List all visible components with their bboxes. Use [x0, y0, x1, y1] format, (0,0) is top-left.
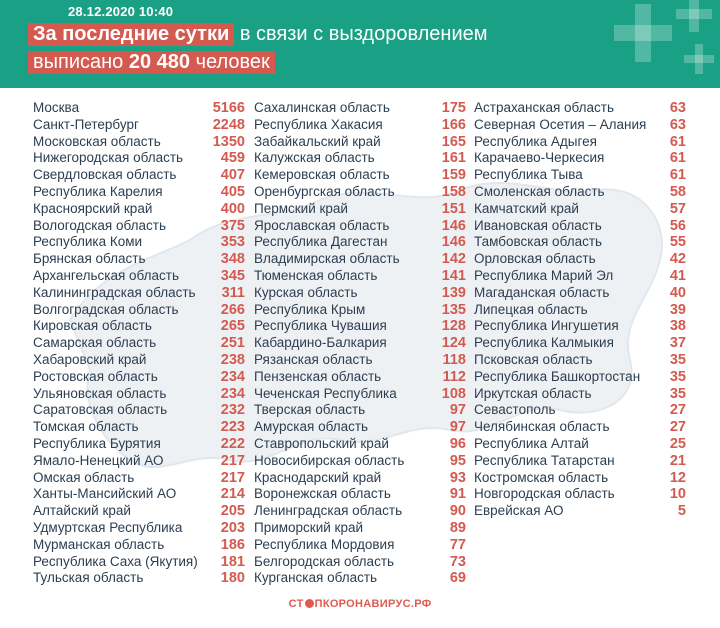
region-name: Нижегородская область — [33, 150, 184, 166]
recovered-count: 112 — [442, 368, 466, 385]
region-name: Рязанская область — [254, 351, 373, 367]
recovered-count: 405 — [220, 183, 245, 200]
region-row — [33, 251, 245, 268]
headline-rest: в связи с выздоровлением — [234, 23, 488, 45]
recovered-count: 234 — [220, 385, 245, 402]
region-row — [33, 537, 245, 554]
recovered-count: 128 — [441, 318, 466, 335]
region-name: Астраханская область — [474, 100, 615, 115]
region-name: Чеченская Республика — [254, 385, 397, 401]
recovered-count: 407 — [220, 167, 245, 184]
region-name: Камчатский край — [474, 200, 579, 216]
region-name: Вологодская область — [33, 217, 166, 233]
recovered-count: 27 — [669, 402, 686, 419]
region-row — [33, 352, 245, 369]
recovered-count: 69 — [449, 570, 466, 587]
region-name: Пермский край — [254, 200, 348, 216]
region-row — [33, 369, 245, 386]
recovered-count: 42 — [669, 251, 686, 268]
region-row — [254, 503, 466, 520]
region-row — [33, 486, 245, 503]
region-row — [474, 335, 686, 352]
region-column-1 — [33, 100, 245, 587]
recovered-count: 93 — [449, 469, 466, 486]
region-name: Республика Татарстан — [474, 452, 615, 468]
recovered-count: 89 — [449, 519, 466, 536]
recovered-count: 166 — [441, 116, 466, 133]
region-row — [33, 402, 245, 419]
date-stamp: 28.12.2020 10:40 — [68, 4, 174, 19]
region-row — [33, 436, 245, 453]
region-row — [474, 386, 686, 403]
recovered-count: 135 — [441, 301, 466, 318]
recovered-count: 56 — [669, 217, 686, 234]
region-row — [474, 134, 686, 151]
region-name: Кемеровская область — [254, 167, 390, 183]
region-name: Брянская область — [33, 251, 146, 267]
recovered-count: 1350 — [212, 133, 245, 150]
region-row — [254, 302, 466, 319]
headline — [28, 22, 488, 46]
region-row — [254, 470, 466, 487]
region-name: Алтайский край — [33, 503, 131, 519]
region-name: Кабардино-Балкария — [254, 335, 387, 351]
region-row — [33, 184, 245, 201]
site-logo[interactable] — [0, 598, 720, 610]
logo-part-1: СТ — [288, 598, 304, 610]
region-name: Курская область — [254, 284, 358, 300]
region-name: Тамбовская область — [474, 234, 603, 250]
region-row — [254, 486, 466, 503]
region-row — [474, 402, 686, 419]
recovered-count: 459 — [220, 150, 245, 167]
recovered-count: 61 — [669, 133, 686, 150]
region-name: Орловская область — [474, 251, 596, 267]
region-name: Белгородская область — [254, 553, 395, 569]
region-row — [254, 352, 466, 369]
recovered-count: 40 — [669, 284, 686, 301]
region-row — [474, 369, 686, 386]
region-name: Омская область — [33, 469, 135, 485]
region-name: Севастополь — [474, 402, 556, 418]
region-name: Саратовская область — [33, 402, 168, 418]
recovered-count: 175 — [441, 100, 466, 116]
region-row — [254, 570, 466, 587]
region-row — [254, 436, 466, 453]
region-row — [254, 419, 466, 436]
region-name: Свердловская область — [33, 167, 177, 183]
region-name: Удмуртская Республика — [33, 519, 183, 535]
recovered-count: 203 — [220, 519, 245, 536]
recovered-count: 158 — [441, 183, 466, 200]
region-row — [33, 386, 245, 403]
recovered-count: 12 — [669, 469, 686, 486]
recovered-count: 205 — [220, 503, 245, 520]
region-name: Ставропольский край — [254, 435, 389, 451]
recovered-count: 91 — [449, 486, 466, 503]
recovered-count: 63 — [669, 116, 686, 133]
plus-icon — [676, 0, 712, 32]
recovered-count: 38 — [669, 318, 686, 335]
recovered-count: 223 — [220, 419, 245, 436]
recovered-count: 222 — [220, 435, 245, 452]
region-name: Архангельская область — [33, 267, 180, 283]
region-row — [254, 234, 466, 251]
recovered-count: 10 — [669, 486, 686, 503]
recovered-count: 25 — [669, 435, 686, 452]
recovered-count: 41 — [669, 267, 686, 284]
recovered-count: 161 — [441, 150, 466, 167]
recovered-count: 232 — [220, 402, 245, 419]
region-name: Ульяновская область — [33, 385, 167, 401]
region-name: Челябинская область — [474, 419, 610, 435]
recovered-count: 400 — [220, 200, 245, 217]
region-row — [474, 419, 686, 436]
recovered-count: 35 — [669, 368, 686, 385]
region-row — [33, 318, 245, 335]
recovered-count: 181 — [220, 553, 245, 570]
region-row — [33, 419, 245, 436]
region-row — [474, 234, 686, 251]
recovered-count: 77 — [449, 536, 466, 553]
region-row — [254, 335, 466, 352]
recovered-count: 234 — [220, 368, 245, 385]
region-name: Республика Саха (Якутия) — [33, 553, 198, 569]
region-row — [254, 554, 466, 571]
region-name: Владимирская область — [254, 251, 400, 267]
region-name: Новгородская область — [474, 486, 615, 502]
recovered-count: 97 — [449, 419, 466, 436]
region-row — [33, 470, 245, 487]
plus-icon — [614, 4, 672, 62]
region-row — [254, 453, 466, 470]
recovered-total: 20 480 — [128, 51, 191, 73]
recovered-count: 58 — [669, 183, 686, 200]
region-row — [474, 218, 686, 235]
recovered-count: 108 — [441, 385, 466, 402]
region-row — [33, 503, 245, 520]
recovered-count: 186 — [220, 536, 245, 553]
region-name: Республика Дагестан — [254, 234, 388, 250]
region-name: Республика Коми — [33, 234, 143, 250]
region-row — [474, 117, 686, 134]
region-row — [33, 218, 245, 235]
region-row — [474, 302, 686, 319]
recovered-count: 35 — [669, 385, 686, 402]
region-name: Ростовская область — [33, 368, 158, 384]
recovered-count: 159 — [441, 167, 466, 184]
region-row — [254, 369, 466, 386]
region-name: Карачаево-Черкесия — [474, 150, 605, 166]
region-row — [33, 520, 245, 537]
recovered-count: 180 — [220, 570, 245, 587]
region-row — [474, 100, 686, 117]
recovered-count: 151 — [441, 200, 466, 217]
region-name: Костромская область — [474, 469, 609, 485]
region-row — [254, 268, 466, 285]
region-name: Республика Марий Эл — [474, 267, 614, 283]
recovered-count: 217 — [220, 469, 245, 486]
recovered-count: 311 — [221, 284, 245, 301]
recovered-count: 61 — [669, 150, 686, 167]
region-name: Смоленская область — [474, 183, 605, 199]
region-name: Республика Алтай — [474, 435, 589, 451]
recovered-count: 265 — [220, 318, 245, 335]
plus-icon — [684, 44, 714, 74]
headline-highlight: За последние сутки — [28, 23, 234, 46]
region-row — [33, 167, 245, 184]
region-name: Республика Карелия — [33, 183, 163, 199]
recovered-count: 345 — [220, 267, 245, 284]
region-row — [254, 386, 466, 403]
region-row — [254, 318, 466, 335]
recovered-count: 39 — [669, 301, 686, 318]
recovered-count: 37 — [669, 335, 686, 352]
region-name: Краснодарский край — [254, 469, 382, 485]
region-name: Красноярский край — [33, 200, 153, 216]
region-name: Забайкальский край — [254, 133, 381, 149]
region-row — [33, 570, 245, 587]
region-row — [254, 520, 466, 537]
region-name: Кировская область — [33, 318, 152, 334]
region-row — [474, 184, 686, 201]
region-row — [33, 285, 245, 302]
region-row — [474, 150, 686, 167]
recovered-count: 61 — [669, 167, 686, 184]
region-column-3 — [474, 100, 686, 520]
region-row — [254, 167, 466, 184]
region-name: Хабаровский край — [33, 351, 147, 367]
region-name: Москва — [33, 100, 80, 115]
region-row — [254, 285, 466, 302]
logo-part-2: ПКОРОНАВИРУС.РФ — [314, 598, 432, 610]
region-name: Сахалинская область — [254, 100, 390, 115]
recovered-count: 27 — [669, 419, 686, 436]
recovered-count: 5 — [677, 503, 686, 520]
region-row — [33, 100, 245, 117]
recovered-count: 141 — [441, 267, 466, 284]
recovered-count: 348 — [220, 251, 245, 268]
region-name: Мурманская область — [33, 536, 165, 552]
region-row — [33, 150, 245, 167]
region-name: Тверская область — [254, 402, 366, 418]
recovered-count: 96 — [449, 435, 466, 452]
region-row — [33, 453, 245, 470]
region-name: Томская область — [33, 419, 139, 435]
region-row — [254, 134, 466, 151]
region-name: Липецкая область — [474, 301, 588, 317]
region-name: Республика Башкортостан — [474, 368, 641, 384]
region-name: Калужская область — [254, 150, 375, 166]
recovered-count: 5166 — [212, 100, 245, 116]
recovered-count: 90 — [449, 503, 466, 520]
region-row — [254, 150, 466, 167]
region-name: Республика Хакасия — [254, 116, 383, 132]
recovered-count: 238 — [220, 351, 245, 368]
region-row — [254, 100, 466, 117]
recovered-count: 353 — [220, 234, 245, 251]
region-name: Московская область — [33, 133, 161, 149]
region-name: Новосибирская область — [254, 452, 405, 468]
region-name: Амурская область — [254, 419, 369, 435]
recovered-count: 217 — [220, 452, 245, 469]
recovered-count: 375 — [220, 217, 245, 234]
region-name: Ярославская область — [254, 217, 390, 233]
region-name: Республика Чувашия — [254, 318, 387, 334]
region-name: Ямало-Ненецкий АО — [33, 452, 164, 468]
region-row — [254, 184, 466, 201]
subheadline-box — [28, 51, 275, 74]
region-name: Республика Калмыкия — [474, 335, 614, 351]
region-row — [474, 201, 686, 218]
region-name: Пензенская область — [254, 368, 382, 384]
region-name: Курганская область — [254, 570, 378, 586]
region-name: Ивановская область — [474, 217, 602, 233]
region-row — [254, 201, 466, 218]
region-name: Северная Осетия – Алания — [474, 116, 647, 132]
region-name: Республика Бурятия — [33, 435, 161, 451]
region-column-2 — [254, 100, 466, 587]
region-name: Республика Ингушетия — [474, 318, 619, 334]
recovered-count: 21 — [669, 452, 686, 469]
region-name: Иркутская область — [474, 385, 592, 401]
region-name: Самарская область — [33, 335, 157, 351]
recovered-count: 35 — [669, 351, 686, 368]
region-name: Псковская область — [474, 351, 593, 367]
region-row — [33, 117, 245, 134]
region-name: Санкт-Петербург — [33, 116, 139, 132]
subheadline-prefix: выписано — [33, 51, 129, 73]
region-row — [254, 537, 466, 554]
region-row — [474, 453, 686, 470]
recovered-count: 95 — [449, 452, 466, 469]
recovered-count: 55 — [669, 234, 686, 251]
subheadline-suffix: человек — [190, 51, 270, 73]
recovered-count: 63 — [669, 100, 686, 116]
recovered-count: 57 — [669, 200, 686, 217]
recovered-count: 2248 — [212, 116, 245, 133]
region-row — [254, 117, 466, 134]
recovered-count: 146 — [441, 234, 466, 251]
recovered-count: 146 — [441, 217, 466, 234]
region-row — [474, 470, 686, 487]
header-banner — [0, 0, 720, 88]
region-row — [33, 268, 245, 285]
region-name: Ленинградская область — [254, 503, 403, 519]
recovered-count: 139 — [441, 284, 466, 301]
region-row — [474, 352, 686, 369]
region-name: Еврейская АО — [474, 503, 564, 519]
region-name: Республика Тыва — [474, 167, 583, 183]
recovered-count: 142 — [441, 251, 466, 268]
region-row — [474, 167, 686, 184]
region-row — [33, 134, 245, 151]
recovered-count: 266 — [220, 301, 245, 318]
region-name: Ханты-Мансийский АО — [33, 486, 177, 502]
region-name: Магаданская область — [474, 284, 610, 300]
region-name: Тульская область — [33, 570, 144, 586]
region-row — [33, 335, 245, 352]
virus-icon — [305, 599, 314, 608]
region-name: Республика Крым — [254, 301, 366, 317]
region-row — [474, 318, 686, 335]
region-row — [254, 218, 466, 235]
region-name: Тюменская область — [254, 267, 378, 283]
region-row — [474, 436, 686, 453]
region-row — [474, 486, 686, 503]
recovered-count: 124 — [441, 335, 466, 352]
region-row — [33, 234, 245, 251]
region-name: Калининградская область — [33, 284, 196, 300]
region-name: Оренбургская область — [254, 183, 395, 199]
recovered-count: 97 — [449, 402, 466, 419]
region-row — [254, 402, 466, 419]
region-row — [474, 251, 686, 268]
recovered-count: 214 — [220, 486, 245, 503]
region-name: Республика Адыгея — [474, 133, 597, 149]
recovered-count: 165 — [441, 133, 466, 150]
recovered-count: 118 — [442, 351, 466, 368]
region-name: Приморский край — [254, 519, 364, 535]
region-row — [474, 285, 686, 302]
region-name: Воронежская область — [254, 486, 391, 502]
region-row — [33, 201, 245, 218]
subheadline — [28, 50, 275, 74]
region-name: Республика Мордовия — [254, 536, 395, 552]
region-row — [254, 251, 466, 268]
region-row — [474, 503, 686, 520]
region-row — [33, 554, 245, 571]
recovered-count: 73 — [449, 553, 466, 570]
region-name: Волгоградская область — [33, 301, 179, 317]
region-row — [33, 302, 245, 319]
region-row — [474, 268, 686, 285]
recovered-count: 251 — [220, 335, 245, 352]
